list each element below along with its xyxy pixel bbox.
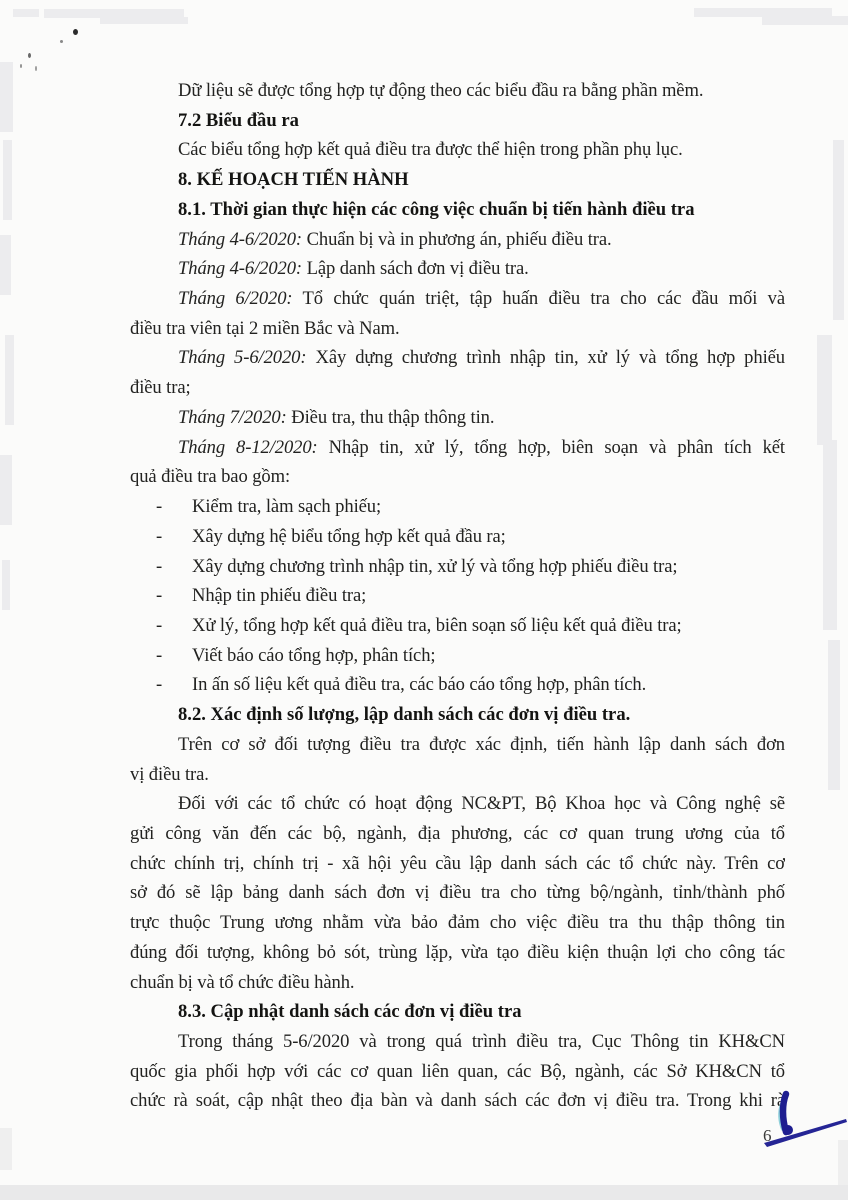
doc-line: điều tra; [130,377,191,399]
bullet-dash: - [156,674,163,696]
bullet-dash: - [156,644,163,666]
ink-speck [35,66,37,71]
list-item [130,670,785,700]
pen-mark [742,1086,848,1150]
scan-artifact [0,1128,12,1170]
list-item [130,522,785,552]
bullet-dash: - [156,496,163,518]
bullet-dash: - [156,614,163,636]
section-heading: 7.2 Biểu đầu ra [178,109,299,131]
scan-artifact [762,16,848,25]
scan-artifact [0,455,12,525]
date-range-label: Tháng 7/2020: [178,406,287,428]
section-heading: 8.2. Xác định số lượng, lập danh sách các đơn vị điều tra. [178,704,631,726]
doc-line-text: Chuẩn bị và in phương án, phiếu điều tra. [302,228,612,250]
doc-line: chức rà soát, cập nhật theo địa bàn và danh sách các đơn vị điều tra. Trong khi rà [130,1090,785,1112]
doc-line-text: Lập danh sách đơn vị điều tra. [302,258,529,280]
list-item-text: Xử lý, tổng hợp kết quả điều tra, biên soạn số liệu kết quả điều tra; [192,614,682,636]
doc-line: Các biểu tổng hợp kết quả điều tra được thể hiện trong phần phụ lục. [178,139,683,161]
bullet-dash: - [156,525,163,547]
list-item-text: Xây dựng hệ biểu tổng hợp kết quả đầu ra; [192,525,506,547]
doc-line [130,433,785,463]
date-range-label: Tháng 8-12/2020: [178,436,318,458]
doc-line: điều tra viên tại 2 miền Bắc và Nam. [130,317,400,339]
ink-speck [20,64,22,68]
ink-speck [28,53,31,58]
list-item [130,641,785,671]
list-item-text: Viết báo cáo tổng hợp, phân tích; [192,644,436,666]
scan-artifact [2,560,10,610]
scan-artifact [5,335,14,425]
list-item-text: Kiểm tra, làm sạch phiếu; [192,496,382,518]
bullet-dash: - [156,585,163,607]
scan-artifact [0,235,11,295]
scan-artifact [0,1185,848,1200]
list-item [130,492,785,522]
doc-line: Dữ liệu sẽ được tổng hợp tự động theo các biểu đầu ra bằng phần mềm. [178,80,704,101]
scan-artifact [13,9,39,17]
page-number: 6 [763,1126,772,1145]
doc-line: gửi công văn đến các bộ, ngành, địa phương, các cơ quan trung ương của tổ [130,822,785,844]
doc-line [130,343,785,373]
doc-line [130,284,785,314]
doc-line: Trong tháng 5-6/2020 và trong quá trình điều tra, Cục Thông tin KH&CN [178,1031,785,1052]
scan-artifact [0,62,13,132]
date-range-label: Tháng 5-6/2020: [178,347,307,369]
list-item-text: In ấn số liệu kết quả điều tra, các báo cáo tổng hợp, phân tích. [192,674,647,696]
doc-line: trực thuộc Trung ương nhằm vừa bảo đảm cho việc điều tra thu thập thông tin [130,912,785,934]
ink-speck [73,29,78,35]
scan-artifact [817,335,832,445]
doc-line: chức chính trị, chính trị - xã hội yêu cầu lập danh sách các tổ chức này. Trên cơ [130,852,785,874]
date-range-label: Tháng 4-6/2020: [178,258,303,280]
scan-artifact [833,140,844,320]
scan-artifact [823,440,837,630]
doc-line: Đối với các tổ chức có hoạt động NC&PT, Bộ Khoa học và Công nghệ sẽ [178,793,785,815]
document-body [130,76,785,1116]
ink-speck [60,40,63,43]
doc-line [130,225,785,255]
section-heading: 8. KẾ HOẠCH TIẾN HÀNH [178,169,409,191]
doc-line-text: Tổ chức quán triệt, tập huấn điều tra cho các đầu mối và [292,288,785,310]
list-item [130,581,785,611]
section-heading: 8.1. Thời gian thực hiện các công việc chuẩn bị tiến hành điều tra [178,198,695,220]
list-item [130,611,785,641]
doc-line: quả điều tra bao gồm: [130,466,291,488]
doc-line-text: Nhập tin, xử lý, tổng hợp, biên soạn và phân tích kết [317,436,785,458]
scan-artifact [3,140,12,220]
doc-line [130,403,785,433]
doc-line: chuẩn bị và tổ chức điều hành. [130,971,355,993]
list-item-text: Xây dựng chương trình nhập tin, xử lý và tổng hợp phiếu điều tra; [192,555,678,577]
doc-line: quốc gia phối hợp với các cơ quan liên quan, các Bộ, ngành, các Sở KH&CN tổ [130,1060,785,1082]
doc-line: vị điều tra. [130,763,209,785]
list-item [130,552,785,582]
doc-line: đúng đối tượng, không bỏ sót, trùng lặp, vừa tạo điều kiện thuận lợi cho công tác [130,941,785,963]
doc-line-text: Điều tra, thu thập thông tin. [286,406,495,428]
list-item-text: Nhập tin phiếu điều tra; [192,585,367,607]
doc-line: Trên cơ sở đối tượng điều tra được xác định, tiến hành lập danh sách đơn [178,733,785,755]
doc-line-text: Xây dựng chương trình nhập tin, xử lý và tổng hợp phiếu [306,347,785,369]
doc-line: sở đó sẽ lập bảng danh sách đơn vị điều tra cho từng bộ/ngành, tỉnh/thành phố [130,882,785,904]
date-range-label: Tháng 6/2020: [178,288,293,310]
scan-artifact [100,17,188,24]
date-range-label: Tháng 4-6/2020: [178,228,303,250]
section-heading: 8.3. Cập nhật danh sách các đơn vị điều tra [178,1001,522,1023]
scan-artifact [828,640,840,790]
bullet-dash: - [156,555,163,577]
doc-line [130,254,785,284]
